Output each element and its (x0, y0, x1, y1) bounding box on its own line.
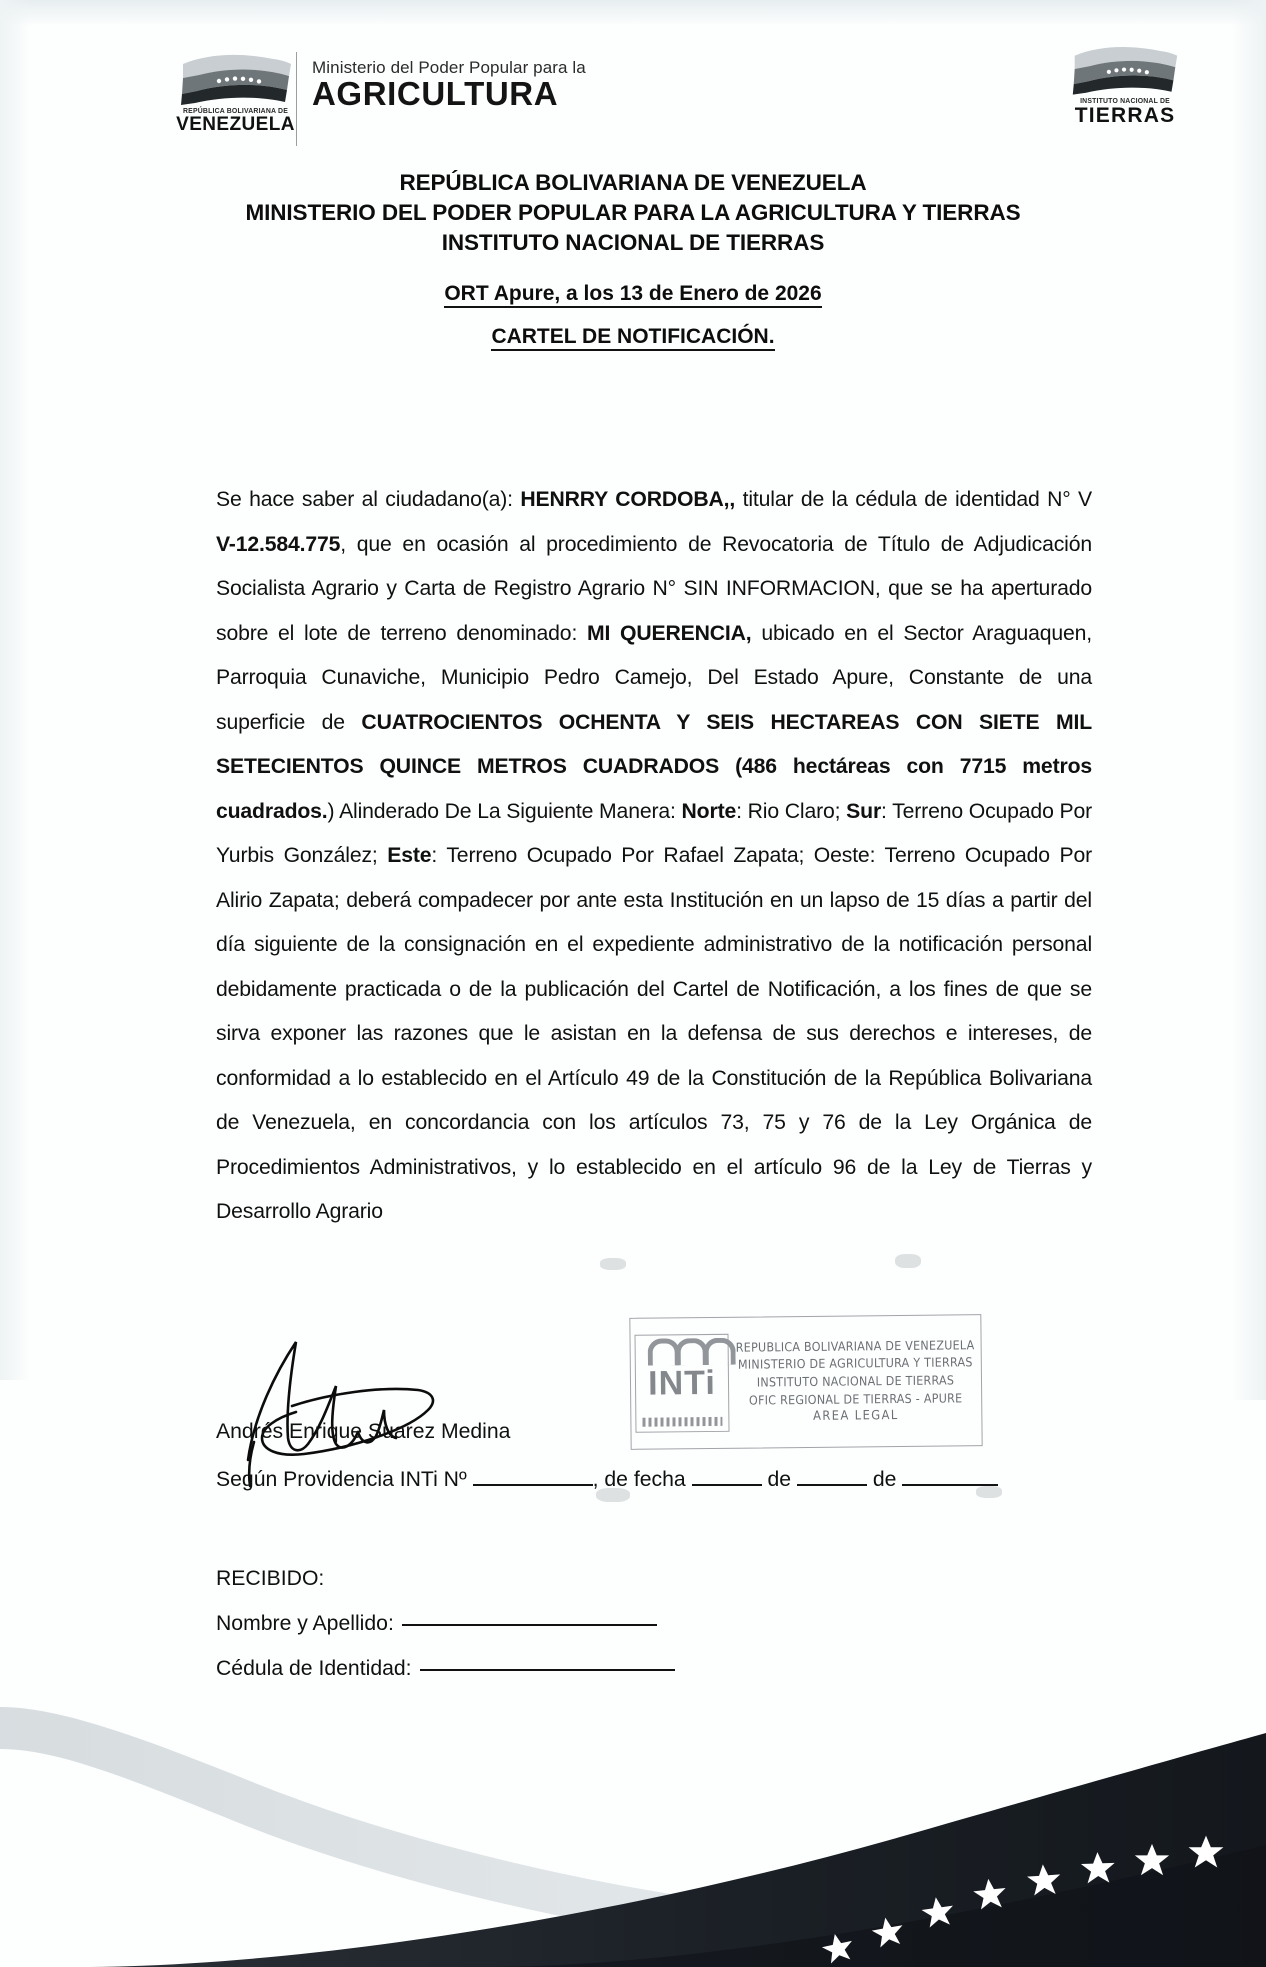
venezuela-logo-caption-small: REPÚBLICA BOLIVARIANA DE (183, 106, 288, 115)
inti-stamp-emblem-icon (634, 1334, 729, 1433)
fecha-de-2: de (872, 1468, 897, 1491)
receipt-name-blank[interactable] (402, 1624, 657, 1626)
fecha-day-blank[interactable] (692, 1484, 762, 1486)
stamp-emblem-text: INTi (647, 1363, 716, 1403)
receipt-name-label: Nombre y Apellido: (216, 1612, 394, 1635)
boundary-north-value: : Rio Claro; (736, 799, 847, 823)
inti-logo-caption-small: INSTITUTO NACIONAL DE (1080, 96, 1170, 105)
inti-flag-icon (1069, 42, 1181, 96)
handwritten-signature (232, 1320, 492, 1490)
stamp-line-1: REPUBLICA BOLIVARIANA DE VENEZUELA (735, 1336, 975, 1355)
fecha-de-1: de (767, 1468, 792, 1491)
boundary-south-value: : Terreno Ocupado Por Yurbis González; (216, 799, 1093, 867)
fecha-year-blank[interactable] (902, 1484, 998, 1486)
receipt-heading: RECIBIDO: (216, 1567, 325, 1590)
inti-logo (1050, 42, 1200, 127)
boundary-north-label: Norte (681, 799, 737, 823)
stamp-line-3: INSTITUTO NACIONAL DE TIERRAS (756, 1372, 955, 1390)
official-stamp (629, 1314, 982, 1450)
stamp-line-4: OFIC REGIONAL DE TIERRAS - APURE (748, 1389, 963, 1408)
providencia-label: Según Providencia INTi Nº (216, 1468, 467, 1491)
citizen-name: HENRRY CORDOBA,, (520, 488, 736, 511)
cedula-number: V-12.584.775 (216, 532, 341, 556)
org-title-line-2: MINISTERIO DEL PODER POPULAR PARA LA AGRICULTURA Y TIERRAS (245, 199, 1021, 225)
org-title-line-3: INSTITUTO NACIONAL DE TIERRAS (441, 229, 825, 255)
ministry-line2: AGRICULTURA (312, 74, 559, 112)
body-intro: Se hace saber al ciudadano(a): (216, 488, 521, 511)
document-title (0, 325, 1266, 349)
receipt-id-label: Cédula de Identidad: (216, 1657, 412, 1680)
place-date-line (0, 282, 1266, 306)
providencia-number-blank[interactable] (473, 1484, 593, 1486)
organization-title (0, 168, 1266, 258)
inti-logo-caption-big: TIERRAS (1074, 104, 1176, 128)
boundary-east-label: Este (387, 844, 432, 867)
officer-name: Andrés Enrique Suarez Medina (216, 1420, 511, 1443)
footer-decorative-band (0, 1667, 1266, 1967)
receipt-name-row (216, 1601, 675, 1646)
notification-body (216, 478, 1092, 1235)
body-legal-text: : Terreno Ocupado Por Rafael Zapata; Oeste: Terreno Ocupado Por Alirio Zapata; deberá compadecer por ante esta Institución en un lapso de 15 días a partir del día siguiente de la consignación en el expediente administrativo de la notificación personal debidamente practicada o de la publicación del Cartel de Notificación, a los fines de que se sirva exponer las razones que le asistan en la defensa de sus derechos e intereses, de conformidad a lo establecido en el Artículo 49 de la Constitución de la República Bolivariana de Venezuela, en concordancia con los artículos 73, 75 y 76 de la Ley Orgánica de Procedimientos Administrativos, y lo establecido en el artículo 96 de la Ley de Tierras y Desarrollo Agrario (216, 844, 1092, 1223)
header-divider (296, 52, 297, 146)
stamp-text-block (734, 1336, 978, 1427)
ministry-line1: Ministerio del Poder Popular para la (312, 58, 586, 77)
scan-tint-top (0, 0, 1266, 26)
farm-name: MI QUERENCIA, (586, 621, 752, 645)
providencia-line (216, 1468, 998, 1492)
venezuela-logo (168, 50, 303, 135)
stamp-line-2: MINISTERIO DE AGRICULTURA Y TIERRAS (737, 1354, 973, 1373)
scan-smudge-4 (600, 1258, 626, 1270)
venezuela-logo-caption-big: VENEZUELA (176, 114, 295, 136)
area-description: CUATROCIENTOS OCHENTA Y SEIS HECTAREAS CON SIETE MIL SETECIENTOS QUINCE METROS CUADRADOS (486 hectáreas con 7715 metros cuadrados. (216, 710, 1092, 823)
fecha-month-blank[interactable] (797, 1484, 867, 1486)
venezuela-flag-icon (177, 50, 295, 106)
providencia-fecha-label: , de fecha (592, 1468, 686, 1491)
ministry-wordmark (312, 58, 732, 111)
boundary-south-label: Sur (846, 799, 882, 823)
stamp-emblem-base (642, 1417, 722, 1427)
body-boundaries-intro: ) Alinderado De La Siguiente Manera: (327, 799, 682, 823)
scan-smudge-3 (895, 1254, 921, 1268)
stamp-line-5: AREA LEGAL (812, 1408, 899, 1425)
body-after-name: titular de la cédula de identidad N° V (735, 488, 1092, 511)
org-title-line-1: REPÚBLICA BOLIVARIANA DE VENEZUELA (399, 170, 867, 195)
document-title-text: CARTEL DE NOTIFICACIÓN. (491, 325, 774, 351)
body-procedure: , que en ocasión al procedimiento de Revocatoria de Título de Adjudicación Socialista Agrario y Carta de Registro Agrario N° SIN INFORMACION, que se ha aperturado sobre el lote de terreno denominado: (216, 532, 1092, 645)
body-location: ubicado en el Sector Araguaquen, Parroquia Cunaviche, Municipio Pedro Camejo, Del Estado Apure, Constante de una superficie de (216, 621, 1092, 734)
place-date-text: ORT Apure, a los 13 de Enero de 2026 (444, 282, 821, 308)
